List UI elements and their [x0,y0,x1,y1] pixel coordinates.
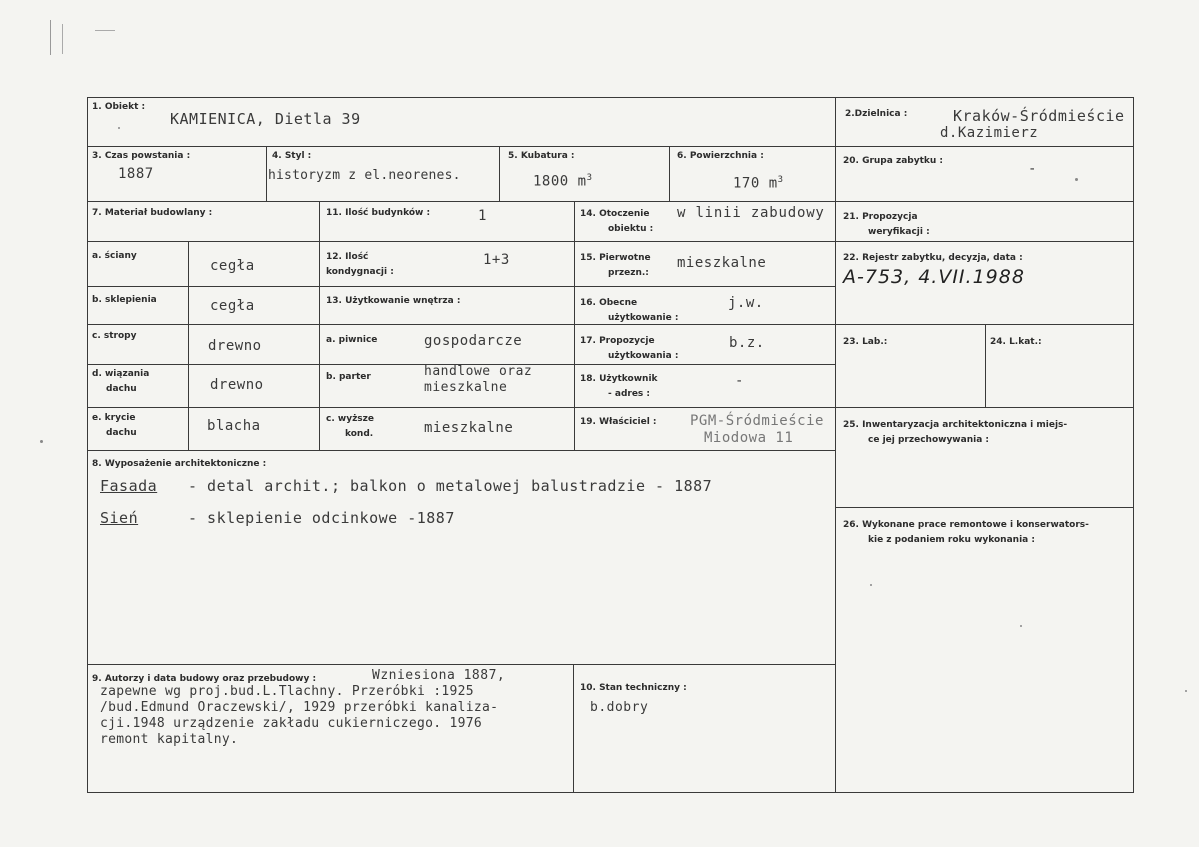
field-9-line1: Wzniesiona 1887, [372,668,506,683]
field-9-line5: remont kapitalny. [100,732,239,747]
field-25-label-line2: ce jej przechowywania : [868,435,989,445]
field-3-value: 1887 [118,166,154,182]
grid-line [87,201,1133,202]
field-23-label: 23. Lab.: [843,337,888,347]
field-5-unit-exponent: 3 [586,173,593,183]
grid-line [87,324,1133,325]
scan-speck [1185,690,1187,692]
grid-line [573,664,574,792]
field-13b-label: b. parter [326,372,371,382]
field-9-line4: cji.1948 urządzenie zakładu cukierniczego. 1976 [100,716,482,731]
scan-speck [870,584,872,586]
field-12-label-line2: kondygnacji : [326,267,394,277]
field-2-value-line2: d.Kazimierz [940,125,1039,141]
scan-mark [95,30,115,31]
field-9-line3: /bud.Edmund Oraczewski/, 1929 przeróbki kanaliza- [100,700,499,715]
field-9-label: 9. Autorzy i data budowy oraz przebudowy : [92,674,317,684]
field-6-number: 170 m [733,175,778,192]
field-13b-value-line2: mieszkalne [424,380,508,395]
grid-line [87,97,88,793]
scan-speck [1020,625,1022,627]
field-20-value: - [1028,161,1037,177]
field-7e-label-line2: dachu [106,428,137,438]
scan-mark [50,20,51,55]
scan-speck [1075,178,1078,181]
field-1-value: KAMIENICA, Dietla 39 [170,110,361,128]
field-6-unit-exponent: 3 [777,175,784,185]
field-15-label-line2: przezn.: [608,268,649,278]
field-12-value: 1+3 [483,252,510,268]
field-19-value-line1: PGM-Śródmieście [690,413,824,429]
grid-line [87,407,1133,408]
field-15-label-line1: 15. Pierwotne [580,253,651,263]
field-8-sien-text: - sklepienie odcinkowe -1887 [188,509,455,527]
field-2-label: 2.Dzielnica : [845,109,908,119]
grid-line [87,146,1133,147]
field-19-label: 19. Właściciel : [580,417,657,427]
field-14-label-line1: 14. Otoczenie [580,209,650,219]
field-24-label: 24. L.kat.: [990,337,1042,347]
field-8-label: 8. Wyposażenie architektoniczne : [92,459,267,469]
field-21-label-line2: weryfikacji : [868,227,930,237]
grid-line [985,324,986,407]
field-7b-value: cegła [210,298,255,314]
field-16-value: j.w. [728,295,764,311]
grid-line [835,97,836,793]
field-17-label-line2: użytkowania : [608,351,679,361]
grid-line [835,507,1133,508]
field-7c-label: c. stropy [92,331,137,341]
field-16-label-line2: użytkowanie : [608,313,679,323]
grid-line [87,286,835,287]
field-13c-label-line1: c. wyższe [326,414,375,424]
field-4-label: 4. Styl : [272,151,312,161]
grid-line [669,146,670,201]
field-13b-value-line1: handlowe oraz [424,364,533,379]
field-22-handwritten-value: A-753, 4.VII.1988 [843,266,1025,288]
field-8-fasada-heading: Fasada [100,477,158,495]
field-17-label-line1: 17. Propozycje [580,336,655,346]
field-7e-value: blacha [207,418,261,434]
field-11-label: 11. Ilość budynków : [326,208,431,218]
field-8-sien-heading: Sień [100,509,139,527]
field-7c-value: drewno [208,338,262,354]
grid-line [87,450,835,451]
field-26-label-line1: 26. Wykonane prace remontowe i konserwators- [843,520,1089,530]
scan-speck [118,127,120,129]
field-7a-value: cegła [210,258,255,274]
field-13a-value: gospodarcze [424,333,523,349]
grid-line [1133,97,1134,793]
field-5-value [533,170,593,190]
field-19-value-line2: Miodowa 11 [704,430,794,446]
grid-line [574,201,575,450]
field-7a-label: a. ściany [92,251,137,261]
field-1-label: 1. Obiekt : [92,102,146,112]
field-9-line2: zapewne wg proj.bud.L.Tlachny. Przeróbki :1925 [100,684,474,699]
field-3-label: 3. Czas powstania : [92,151,191,161]
field-18-label-line2: - adres : [608,389,651,399]
field-13c-label-line2: kond. [345,429,374,439]
field-8-fasada-text: - detal archit.; balkon o metalowej balustradzie - 1887 [188,477,713,495]
grid-line [266,146,267,201]
grid-line [87,792,1133,793]
grid-line [87,241,1133,242]
field-26-label-line2: kie z podaniem roku wykonania : [868,535,1035,545]
scan-mark [62,24,63,54]
field-7d-label-line2: dachu [106,384,137,394]
field-4-value: historyzm z el.neorenes. [268,168,461,183]
field-7d-label-line1: d. wiązania [92,369,150,379]
field-15-value: mieszkalne [677,255,767,271]
field-20-label: 20. Grupa zabytku : [843,156,944,166]
grid-line [499,146,500,201]
field-6-label: 6. Powierzchnia : [677,151,764,161]
grid-line [87,97,1133,98]
field-2-value-line1: Kraków-Śródmieście [953,107,1125,125]
field-7b-label: b. sklepienia [92,295,157,305]
grid-line [319,201,320,450]
grid-line [87,664,835,665]
field-7d-value: drewno [210,377,264,393]
grid-line [188,241,189,450]
field-18-value: - [735,373,744,389]
field-22-label: 22. Rejestr zabytku, decyzja, data : [843,253,1023,263]
field-13c-value: mieszkalne [424,420,514,436]
field-16-label-line1: 16. Obecne [580,298,638,308]
field-25-label-line1: 25. Inwentaryzacja architektoniczna i miejs- [843,420,1068,430]
field-13a-label: a. piwnice [326,335,378,345]
scan-speck [40,440,43,443]
field-21-label-line1: 21. Propozycja [843,212,918,222]
field-11-value: 1 [478,208,487,224]
field-6-value [733,172,784,192]
field-10-value: b.dobry [590,700,649,715]
field-14-value: w linii zabudowy [677,205,825,221]
field-12-label-line1: 12. Ilość [326,252,369,262]
field-18-label-line1: 18. Użytkownik [580,374,658,384]
field-5-number: 1800 m [533,173,587,190]
field-13-label: 13. Użytkowanie wnętrza : [326,296,461,306]
field-17-value: b.z. [729,335,765,351]
field-14-label-line2: obiektu : [608,224,654,234]
field-7-label: 7. Materiał budowlany : [92,208,213,218]
field-10-label: 10. Stan techniczny : [580,683,687,693]
field-5-label: 5. Kubatura : [508,151,575,161]
field-7e-label-line1: e. krycie [92,413,136,423]
